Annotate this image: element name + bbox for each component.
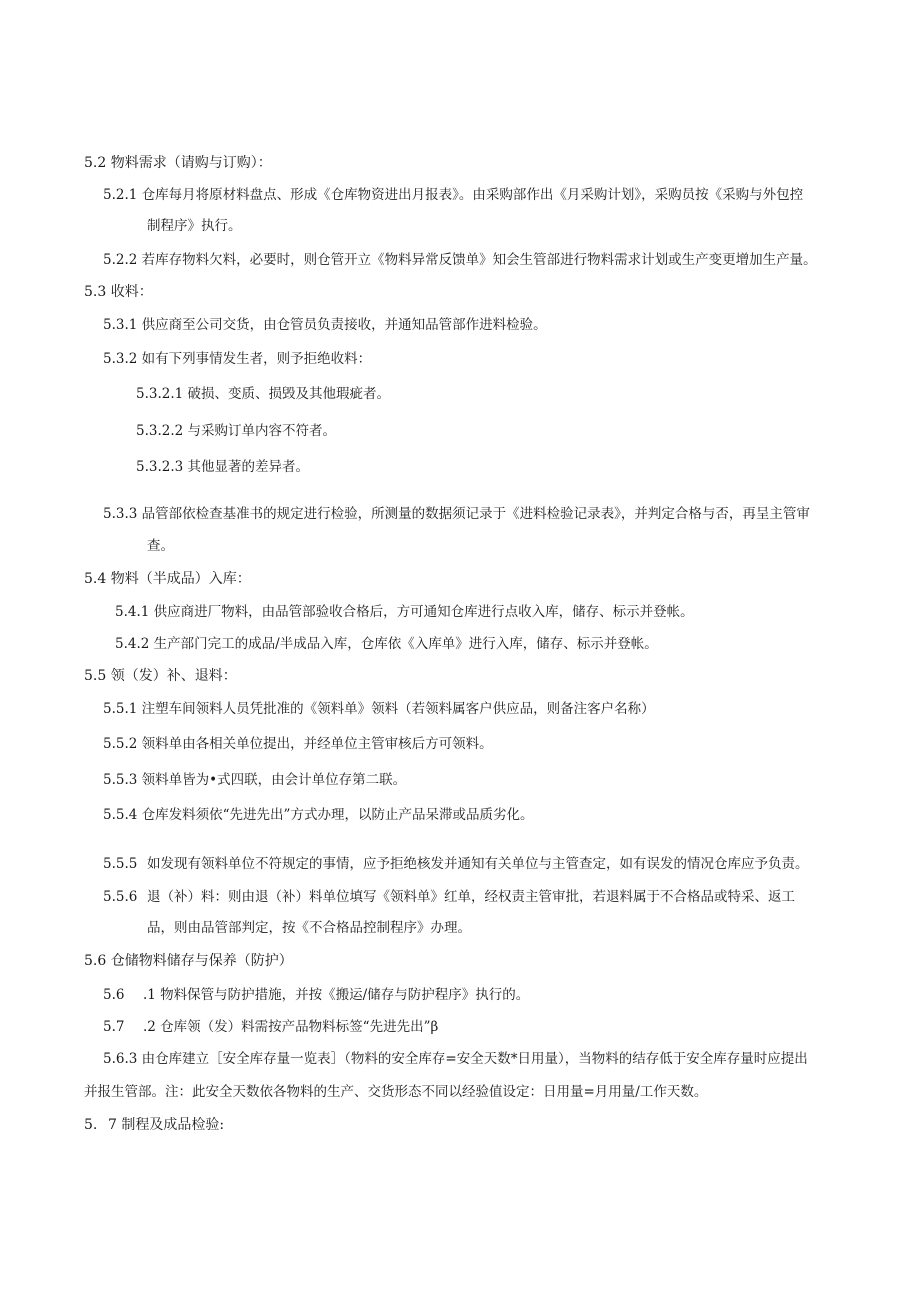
clause-5-3-2-3: 5.3.2.3 其他显著的差异者。 (136, 459, 310, 475)
clause-5-6-2-number: 5.7 (103, 1019, 125, 1035)
clause-5-5-3: 5.5.3 领料单皆为•式四联，由会计单位存第二联。 (103, 772, 407, 788)
section-5-4-heading: 5.4 物料（半成品）入库： (84, 571, 251, 587)
clause-5-3-2-2: 5.3.2.2 与采购订单内容不符者。 (136, 423, 337, 439)
clause-5-6-2-text: .2 仓库领（发）料需按产品物料标签“先进先出”β (143, 1019, 439, 1035)
section-5-7-number: 5. (84, 1117, 98, 1133)
clause-5-5-5-text: 如发现有领料单位不符规定的事情，应予拒绝核发并通知有关单位与主管查定，如有误发的情况仓库应予负责。 (147, 856, 809, 872)
clause-5-3-3-line1: 5.3.3 品管部依检查基准书的规定进行检验，所测量的数据须记录于《进料检验记录表》，并判定合格与否，再呈主管审 (103, 506, 810, 522)
clause-5-4-1: 5.4.1 供应商进厂物料，由品管部验收合格后，方可通知仓库进行点收入库，储存、标示并登帐。 (115, 604, 694, 620)
clause-5-5-4: 5.5.4 仓库发料须依“先进先出”方式办理，以防止产品呆滞或品质劣化。 (103, 807, 534, 823)
section-5-2-heading: 5.2 物料需求（请购与订购）： (84, 155, 272, 171)
clause-5-5-6-line1: 退（补）料：则由退（补）料单位填写《领料单》红单，经权责主管审批，若退料属于不合格品或特采、返工 (147, 889, 795, 905)
section-5-6-heading: 5.6 仓储物料储存与保养（防护） (84, 953, 293, 969)
clause-5-5-6-number: 5.5.6 (103, 889, 138, 905)
clause-5-6-1-text: .1 物料保管与防护措施，并按《搬运/储存与防护程序》执行的。 (143, 987, 530, 1003)
clause-5-2-1-line2: 制程序》执行。 (147, 218, 242, 234)
section-5-5-heading: 5.5 领（发）补、退料： (84, 668, 237, 684)
clause-5-5-6-line2: 品，则由品管部判定，按《不合格品控制程序》办理。 (147, 920, 471, 936)
section-5-3-heading: 5.3 收料： (84, 284, 153, 300)
section-5-7-heading: 7 制程及成品检验: (108, 1117, 225, 1133)
clause-5-3-1: 5.3.1 供应商至公司交货，由仓管员负责接收，并通知品管部作进料检验。 (103, 317, 547, 333)
clause-5-3-2: 5.3.2 如有下列事情发生者，则予拒绝收料： (103, 351, 372, 367)
clause-5-2-1-line1: 5.2.1 仓库每月将原材料盘点、形成《仓库物资进出月报表》。由采购部作出《月采购计划》，采购员按《采购与外包控 (103, 187, 804, 203)
clause-5-5-2: 5.5.2 领料单由各相关单位提出，并经单位主管审核后方可领料。 (103, 736, 493, 752)
clause-5-5-5-number: 5.5.5 (103, 856, 138, 872)
clause-5-5-1: 5.5.1 注塑车间领料人员凭批准的《领料单》领料（若领料属客户供应品，则备注客户名称） (103, 701, 655, 717)
clause-5-3-2-1: 5.3.2.1 破损、变质、损毁及其他瑕疵者。 (136, 386, 391, 402)
clause-5-2-2: 5.2.2 若库存物料欠料，必要时，则仓管开立《物料异常反馈单》知会生管部进行物料需求计划或生产变更增加生产量。 (103, 252, 817, 268)
clause-5-6-1-number: 5.6 (103, 987, 125, 1003)
clause-5-3-3-line2: 查。 (147, 538, 174, 554)
clause-5-6-3-line2: 并报生管部。注：此安全天数依各物料的生产、交货形态不同以经验值设定：日用量=月用量/工作天数。 (84, 1084, 708, 1100)
clause-5-6-3-line1: 5.6.3 由仓库建立［安全库存量一览表］（物料的安全库存=安全天数*日用量），当物料的结存低于安全库存量时应提出 (103, 1051, 808, 1067)
clause-5-4-2: 5.4.2 生产部门完工的成品/半成品入库，仓库依《入库单》进行入库，储存、标示并登帐。 (115, 636, 658, 652)
